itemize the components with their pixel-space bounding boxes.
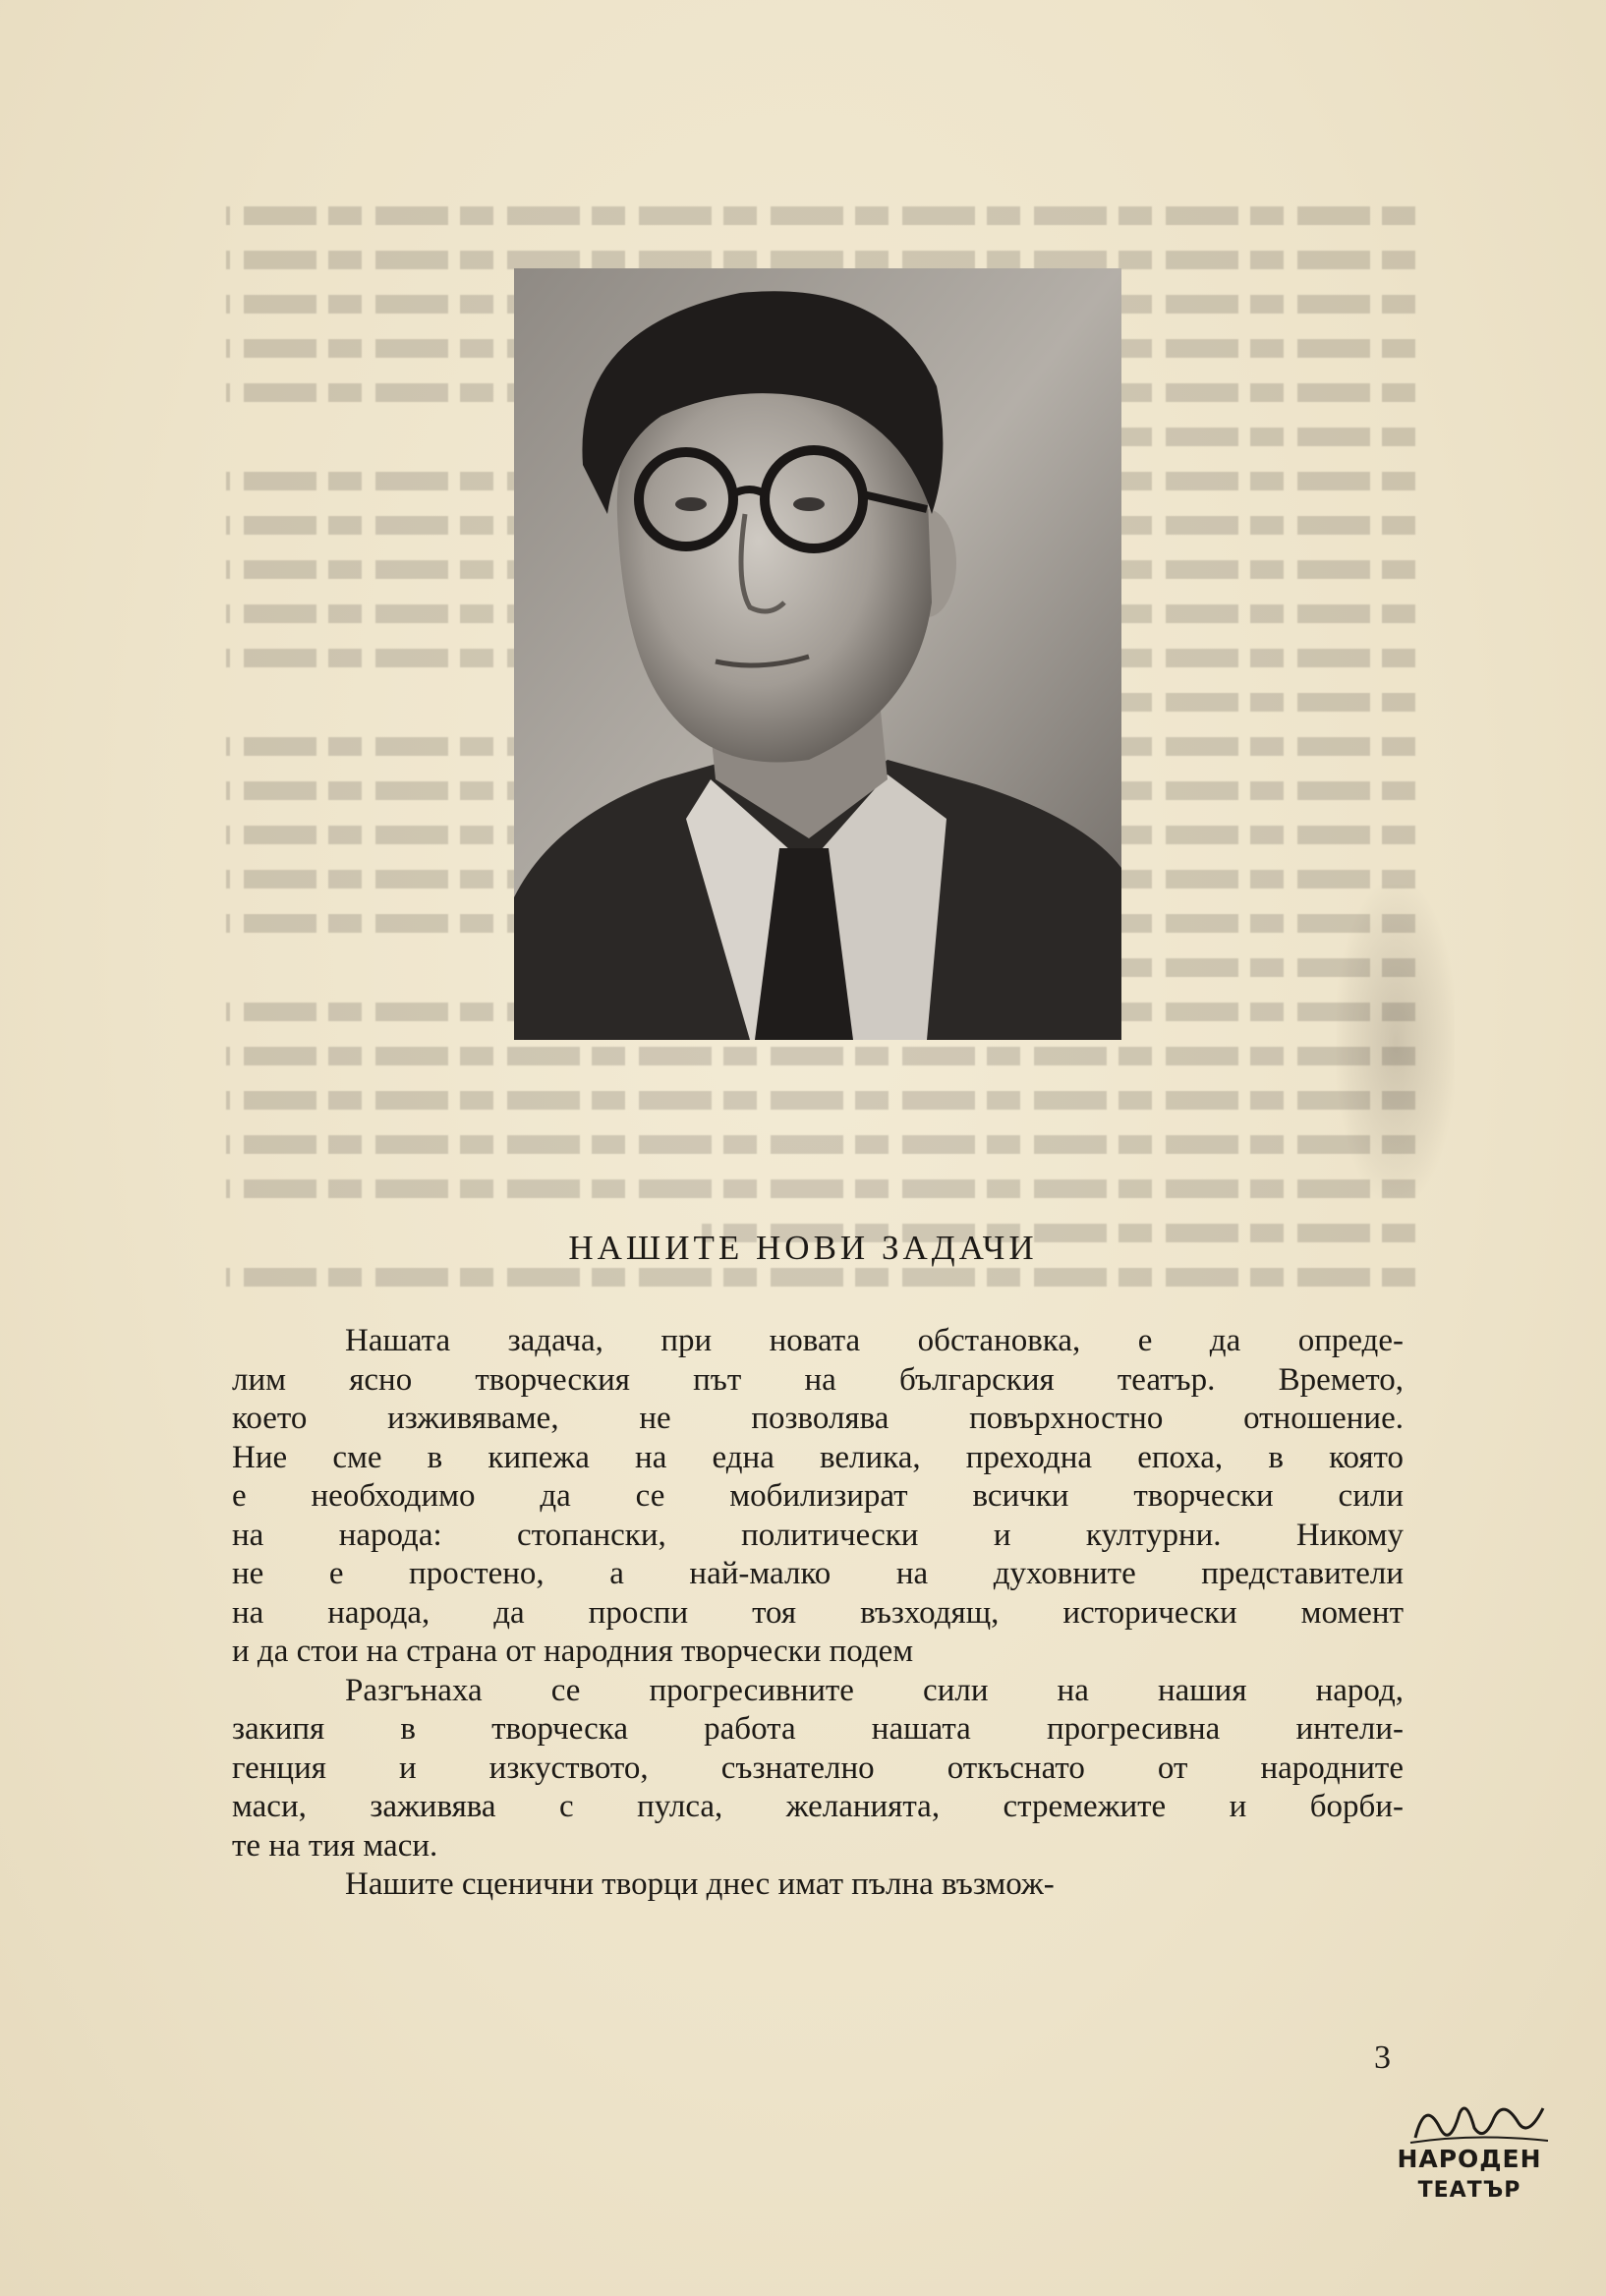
text-line: маси, заживява с пулса, желанията, стремежите и борби-: [232, 1789, 1404, 1824]
article-body: [232, 1322, 1404, 1905]
show-through-line: [226, 206, 1415, 225]
text-line: лим ясно творческия път на българския театър. Времето,: [232, 1361, 1404, 1398]
text-line: генция и изкуството, съзнателно откъснато от народните: [232, 1750, 1404, 1786]
text-line: те на тия маси.: [232, 1827, 438, 1864]
text-line: на народа: стопански, политически и културни. Никому: [232, 1517, 1404, 1553]
paragraph: [232, 1866, 1404, 1905]
article-heading: НАШИТЕ НОВИ ЗАДАЧИ: [568, 1229, 1038, 1267]
paragraph: [232, 1672, 1404, 1866]
paragraph: [232, 1322, 1404, 1672]
show-through-line: [226, 1135, 1415, 1154]
text-line: и да стои на страна от народния творчески подем: [232, 1634, 914, 1669]
page-number: 3: [1374, 2039, 1391, 2076]
text-line: което изживяваме, не позволява повърхностно отношение.: [232, 1401, 1404, 1436]
show-through-line: [226, 251, 1415, 269]
show-through-line: [226, 1091, 1415, 1110]
portrait-photo: [514, 268, 1121, 1040]
text-line: не е простено, а най-малко на духовните представители: [232, 1556, 1404, 1591]
text-line: на народа, да проспи тоя възходящ, исторически момент: [232, 1594, 1404, 1631]
text-line: Нашата задача, при новата обстановка, е да опреде-: [345, 1323, 1404, 1358]
show-through-line: [226, 1047, 1415, 1065]
text-line: Ние сме в кипежа на една велика, преходна епоха, в която: [232, 1439, 1404, 1475]
national-theatre-logo: [1386, 2094, 1553, 2221]
text-line: Нашите сценични творци днес имат пълна възмож-: [345, 1866, 1055, 1902]
show-through-line: [226, 1268, 1415, 1287]
logo-line-1: НАРОДЕН: [1397, 2145, 1542, 2173]
signature-mark: [1405, 2094, 1553, 2148]
text-line: закипя в творческа работа нашата прогресивна интели-: [232, 1711, 1404, 1747]
text-line: е необходимо да се мобилизират всички творчески сили: [232, 1478, 1404, 1514]
text-line: Разгънаха се прогресивните сили на нашия народ,: [345, 1672, 1404, 1708]
logo-line-2: ТЕАТЪР: [1417, 2178, 1521, 2203]
show-through-line: [226, 1179, 1415, 1198]
